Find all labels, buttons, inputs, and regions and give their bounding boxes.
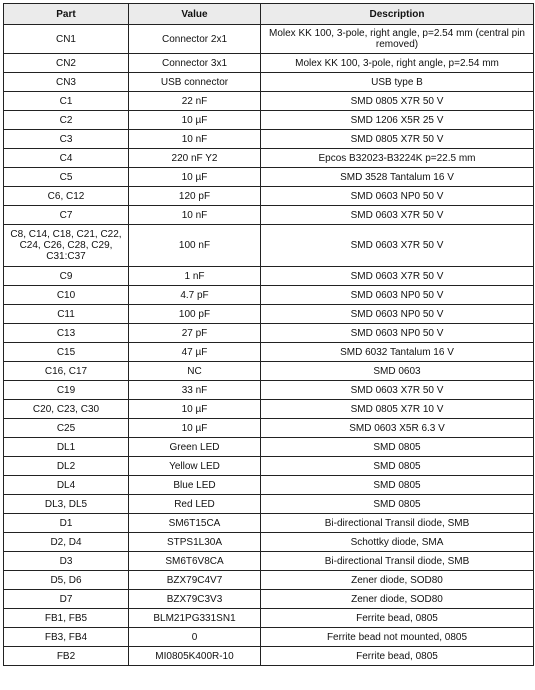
table-row — [4, 25, 534, 54]
header-value: Value — [129, 4, 261, 25]
cell-description: Schottky diode, SMA — [261, 533, 534, 552]
cell-description: Zener diode, SOD80 — [261, 590, 534, 609]
cell-description: SMD 0603 X7R 50 V — [261, 267, 534, 286]
table-row — [4, 54, 534, 73]
table-row — [4, 168, 534, 187]
cell-part: D7 — [4, 590, 129, 609]
cell-description: Molex KK 100, 3-pole, right angle, p=2.54 mm (central pin removed) — [261, 25, 534, 54]
cell-value: 27 pF — [129, 324, 261, 343]
table-header — [4, 4, 534, 25]
cell-value: MI0805K400R-10 — [129, 647, 261, 666]
cell-description: SMD 0603 NP0 50 V — [261, 286, 534, 305]
cell-part: C25 — [4, 419, 129, 438]
cell-value: BZX79C3V3 — [129, 590, 261, 609]
cell-description: USB type B — [261, 73, 534, 92]
cell-value: NC — [129, 362, 261, 381]
table-row — [4, 73, 534, 92]
cell-part: D3 — [4, 552, 129, 571]
cell-description: SMD 0603 X7R 50 V — [261, 206, 534, 225]
cell-part: FB2 — [4, 647, 129, 666]
cell-value: Red LED — [129, 495, 261, 514]
table-row — [4, 362, 534, 381]
cell-part: D1 — [4, 514, 129, 533]
cell-part: FB1, FB5 — [4, 609, 129, 628]
cell-description: SMD 0805 — [261, 457, 534, 476]
cell-value: BLM21PG331SN1 — [129, 609, 261, 628]
table-row — [4, 590, 534, 609]
cell-part: C8, C14, C18, C21, C22, C24, C26, C28, C29, C31:C37 — [4, 225, 129, 267]
cell-value: 10 nF — [129, 206, 261, 225]
cell-description: Zener diode, SOD80 — [261, 571, 534, 590]
cell-description: SMD 0603 X5R 6.3 V — [261, 419, 534, 438]
cell-part: C13 — [4, 324, 129, 343]
cell-part: C19 — [4, 381, 129, 400]
table-row — [4, 514, 534, 533]
bom-table-container — [3, 3, 534, 666]
cell-description: SMD 0603 NP0 50 V — [261, 305, 534, 324]
table-row — [4, 149, 534, 168]
cell-value: 10 nF — [129, 130, 261, 149]
cell-description: SMD 3528 Tantalum 16 V — [261, 168, 534, 187]
cell-description: SMD 0603 NP0 50 V — [261, 324, 534, 343]
cell-description: Ferrite bead, 0805 — [261, 647, 534, 666]
table-row — [4, 324, 534, 343]
cell-part: FB3, FB4 — [4, 628, 129, 647]
cell-part: C4 — [4, 149, 129, 168]
table-row — [4, 343, 534, 362]
cell-value: 33 nF — [129, 381, 261, 400]
table-row — [4, 476, 534, 495]
cell-part: DL1 — [4, 438, 129, 457]
cell-value: 1 nF — [129, 267, 261, 286]
cell-part: DL3, DL5 — [4, 495, 129, 514]
cell-part: C20, C23, C30 — [4, 400, 129, 419]
cell-value: 4.7 pF — [129, 286, 261, 305]
cell-description: Epcos B32023-B3224K p=22.5 mm — [261, 149, 534, 168]
cell-description: SMD 0805 X7R 50 V — [261, 92, 534, 111]
table-row — [4, 267, 534, 286]
table-row — [4, 400, 534, 419]
cell-value: 47 µF — [129, 343, 261, 362]
table-row — [4, 381, 534, 400]
cell-value: 22 nF — [129, 92, 261, 111]
cell-part: C15 — [4, 343, 129, 362]
cell-part: C3 — [4, 130, 129, 149]
cell-part: C7 — [4, 206, 129, 225]
cell-description: Ferrite bead not mounted, 0805 — [261, 628, 534, 647]
table-row — [4, 305, 534, 324]
table-row — [4, 457, 534, 476]
cell-description: SMD 0603 X7R 50 V — [261, 225, 534, 267]
cell-part: DL4 — [4, 476, 129, 495]
cell-part: CN3 — [4, 73, 129, 92]
cell-description: SMD 0805 — [261, 495, 534, 514]
cell-value: Connector 3x1 — [129, 54, 261, 73]
table-row — [4, 609, 534, 628]
cell-value: STPS1L30A — [129, 533, 261, 552]
table-row — [4, 438, 534, 457]
table-row — [4, 533, 534, 552]
cell-description: SMD 0805 — [261, 438, 534, 457]
table-row — [4, 628, 534, 647]
table-row — [4, 111, 534, 130]
cell-description: SMD 0603 X7R 50 V — [261, 381, 534, 400]
cell-value: Blue LED — [129, 476, 261, 495]
cell-part: DL2 — [4, 457, 129, 476]
cell-value: Connector 2x1 — [129, 25, 261, 54]
table-row — [4, 286, 534, 305]
table-row — [4, 206, 534, 225]
cell-part: C9 — [4, 267, 129, 286]
cell-part: C2 — [4, 111, 129, 130]
header-description: Description — [261, 4, 534, 25]
cell-value: 10 µF — [129, 400, 261, 419]
cell-value: 0 — [129, 628, 261, 647]
cell-part: C10 — [4, 286, 129, 305]
cell-description: SMD 6032 Tantalum 16 V — [261, 343, 534, 362]
cell-value: 10 µF — [129, 111, 261, 130]
table-body — [4, 25, 534, 666]
cell-description: Bi-directional Transil diode, SMB — [261, 514, 534, 533]
table-row — [4, 92, 534, 111]
cell-description: SMD 0805 X7R 10 V — [261, 400, 534, 419]
table-row — [4, 647, 534, 666]
table-row — [4, 130, 534, 149]
cell-part: D2, D4 — [4, 533, 129, 552]
cell-description: SMD 0805 X7R 50 V — [261, 130, 534, 149]
cell-part: CN2 — [4, 54, 129, 73]
cell-description: Ferrite bead, 0805 — [261, 609, 534, 628]
cell-description: SMD 0805 — [261, 476, 534, 495]
cell-part: CN1 — [4, 25, 129, 54]
cell-part: C6, C12 — [4, 187, 129, 206]
cell-part: C11 — [4, 305, 129, 324]
table-row — [4, 495, 534, 514]
table-row — [4, 571, 534, 590]
cell-value: 100 pF — [129, 305, 261, 324]
cell-value: USB connector — [129, 73, 261, 92]
cell-description: SMD 0603 — [261, 362, 534, 381]
cell-value: BZX79C4V7 — [129, 571, 261, 590]
table-row — [4, 419, 534, 438]
table-row — [4, 225, 534, 267]
cell-part: C5 — [4, 168, 129, 187]
header-row — [4, 4, 534, 25]
table-row — [4, 552, 534, 571]
cell-value: SM6T15CA — [129, 514, 261, 533]
cell-value: 10 µF — [129, 168, 261, 187]
cell-value: Yellow LED — [129, 457, 261, 476]
cell-value: SM6T6V8CA — [129, 552, 261, 571]
table-row — [4, 187, 534, 206]
cell-value: 120 pF — [129, 187, 261, 206]
cell-description: Bi-directional Transil diode, SMB — [261, 552, 534, 571]
cell-part: D5, D6 — [4, 571, 129, 590]
cell-value: Green LED — [129, 438, 261, 457]
cell-part: C16, C17 — [4, 362, 129, 381]
cell-value: 220 nF Y2 — [129, 149, 261, 168]
bill-of-materials-table — [3, 3, 534, 666]
cell-value: 100 nF — [129, 225, 261, 267]
header-part: Part — [4, 4, 129, 25]
cell-value: 10 µF — [129, 419, 261, 438]
cell-description: Molex KK 100, 3-pole, right angle, p=2.54 mm — [261, 54, 534, 73]
cell-part: C1 — [4, 92, 129, 111]
cell-description: SMD 1206 X5R 25 V — [261, 111, 534, 130]
cell-description: SMD 0603 NP0 50 V — [261, 187, 534, 206]
